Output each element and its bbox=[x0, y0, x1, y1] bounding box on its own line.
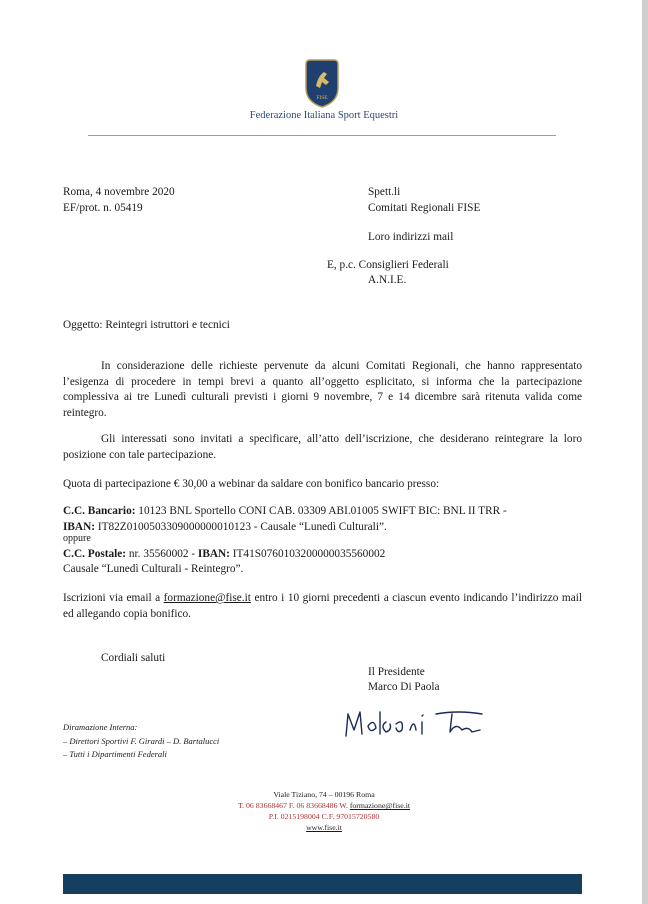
handwritten-signature bbox=[340, 700, 490, 744]
postal-details bbox=[63, 547, 385, 562]
footer-phone-fax: T. 06 83668467 F. 06 83668486 W. bbox=[237, 801, 350, 810]
signatory-title: Il Presidente bbox=[368, 666, 425, 678]
recipient-line-2: Comitati Regionali FISE bbox=[368, 202, 481, 214]
registration-text-pre: Iscrizioni via email a bbox=[63, 592, 164, 604]
footer-website-link[interactable]: www.fise.it bbox=[306, 823, 342, 832]
cc-line-2: A.N.I.E. bbox=[368, 274, 407, 286]
distribution-heading: Diramazione Interna: bbox=[63, 722, 138, 732]
iban-text: IT82Z0100503309000000010123 - Causale “Lunedì Culturali”. bbox=[95, 520, 387, 533]
distribution-item-1: – Direttori Sportivi F. Girardi – D. Bartalucci bbox=[63, 736, 220, 746]
recipient-line-3: Loro indirizzi mail bbox=[368, 231, 454, 243]
closing-greeting: Cordiali saluti bbox=[101, 652, 166, 664]
recipient-line-1: Spett.li bbox=[368, 186, 401, 198]
paragraph-2 bbox=[63, 432, 582, 463]
postal-causale: Causale “Lunedì Culturali - Reintegro”. bbox=[63, 563, 244, 575]
bank-account-text: 10123 BNL Sportello CONI CAB. 03309 ABI.01005 SWIFT BIC: BNL II TRR - bbox=[135, 505, 507, 517]
postal-iban-text: IT41S0760103200000035560002 bbox=[229, 548, 386, 560]
cc-line-1: E, p.c. Consiglieri Federali bbox=[327, 259, 449, 271]
footer-email-link[interactable]: formazione@fise.it bbox=[349, 801, 411, 810]
signatory-name: Marco Di Paola bbox=[368, 681, 440, 693]
header-divider bbox=[88, 135, 556, 136]
registration-text-post: entro i 10 giorni precedenti a ciascun evento indicando l’indirizzo mail ed allegando copia bonifico. bbox=[63, 592, 582, 620]
registration-email-link[interactable]: formazione@fise.it bbox=[163, 592, 251, 604]
svg-text:FISE: FISE bbox=[316, 95, 328, 101]
iban-label: IBAN: bbox=[63, 520, 96, 533]
footer-fiscal: P.I. 0215198004 C.F. 97015720580 bbox=[268, 812, 380, 821]
registration-paragraph bbox=[63, 591, 582, 622]
paragraph-1 bbox=[63, 359, 582, 421]
postal-account-label: C.C. Postale: bbox=[63, 548, 127, 560]
protocol-number: EF/prot. n. 05419 bbox=[63, 202, 143, 214]
paragraph-2-text: Gli interessati sono invitati a specificare, all’atto dell’iscrizione, che desiderano reintegrare la loro posizione con tale partecipazione. bbox=[63, 433, 582, 461]
distribution-item-2: – Tutti i Dipartimenti Federali bbox=[63, 749, 167, 759]
subject-line: Oggetto: Reintegri istruttori e tecnici bbox=[63, 319, 230, 331]
oppure-text: oppure bbox=[63, 533, 91, 544]
footer-address: Viale Tiziano, 74 – 00196 Roma bbox=[273, 790, 375, 799]
paragraph-1-text: In considerazione delle richieste pervenute da alcuni Comitati Regionali, che hanno rappresentato l’esigenza di procedere in tempi brevi a quanto all’oggetto esplicitato, si informa che la partecipazione complessiva ai tre Lunedì culturali previsti i giorni 9 novembre, 7 e 14 dicembre sarà ritenuta valida come reintegro. bbox=[63, 360, 582, 419]
window-edge bbox=[642, 0, 648, 904]
bank-account-label: C.C. Bancario: bbox=[63, 505, 136, 517]
bank-details bbox=[63, 504, 582, 535]
footer-contacts bbox=[0, 801, 648, 812]
footer-bar bbox=[63, 874, 582, 894]
place-date: Roma, 4 novembre 2020 bbox=[63, 186, 175, 198]
org-name: Federazione Italiana Sport Equestri bbox=[249, 110, 399, 121]
postal-account-text: nr. 35560002 - bbox=[126, 548, 198, 560]
quota-line: Quota di partecipazione € 30,00 a webinar da saldare con bonifico bancario presso: bbox=[63, 478, 440, 490]
postal-iban-label: IBAN: bbox=[197, 548, 230, 560]
footer-website bbox=[0, 823, 648, 834]
fise-logo bbox=[302, 58, 342, 108]
